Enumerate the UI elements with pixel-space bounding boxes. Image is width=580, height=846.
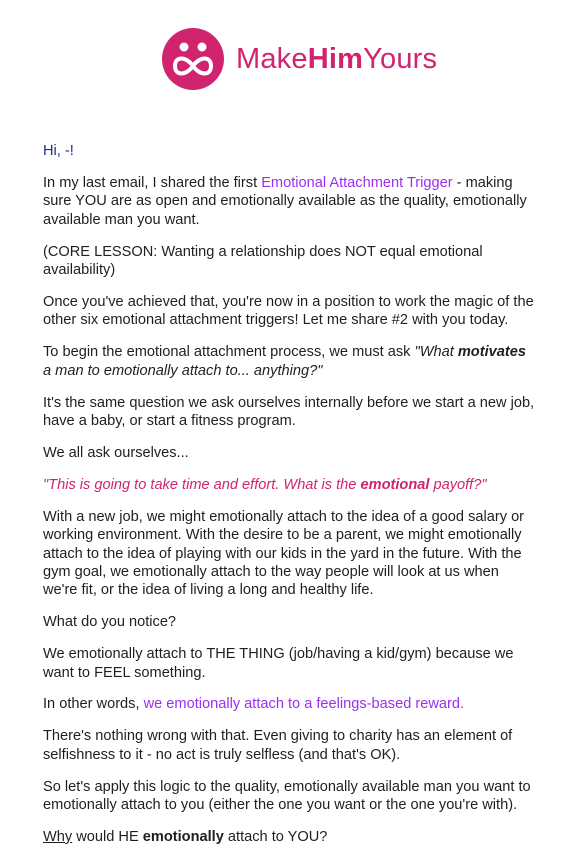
paragraph-the-thing: We emotionally attach to THE THING (job/having a kid/gym) because we want to FEEL something. [43, 646, 514, 681]
greeting: Hi, -! [43, 143, 74, 159]
paragraph-apply-logic: So let's apply this logic to the quality, emotionally available man you want to emotionally attach to you (either the one you want or the one you're with). [43, 778, 531, 814]
paragraph-charity: There's nothing wrong with that. Even giving to charity has an element of selfishness to it - no act is truly selfless (and that's OK). [43, 728, 513, 763]
paragraph-ask-ourselves: We all ask ourselves... [43, 444, 189, 461]
paragraph-other-words: In other words, we emotionally attach to a feelings-based reward. [43, 696, 465, 713]
paragraph-payoff-quote: "This is going to take time and effort. What is the emotional payoff?" [43, 476, 487, 493]
infinity-people-icon [162, 28, 224, 90]
paragraph-examples: With a new job, we might emotionally attach to the idea of a good salary or working environment. With the desire to be a parent, we might emotionally attach to the idea of playing with our kids in the yard in the future. With the gym goal, we emotionally attach to the way people will look at us when we're fit, or the idea of living a long and healthy life. [43, 508, 525, 599]
brand-name: MakeHimYours [236, 42, 438, 75]
paragraph-last-email: In my last email, I shared the first Emotional Attachment Trigger - making sure YOU are as open and emotionally available as the quality, emotionally available man you want. [43, 174, 527, 228]
paragraph-question: To begin the emotional attachment process, we must ask "What motivates a man to emotionally attach to... anything?" [43, 344, 526, 379]
paragraph-why: Why would HE emotionally attach to YOU? [43, 828, 328, 845]
email-body [0, 142, 580, 846]
paragraph-core-lesson: (CORE LESSON: Wanting a relationship does NOT equal emotional availability) [43, 243, 483, 279]
email-header [0, 0, 580, 128]
paragraph-same-question: It's the same question we ask ourselves internally before we start a new job, have a baby, or start a fitness program. [43, 394, 535, 429]
brand-logo[interactable] [162, 28, 437, 90]
paragraph-notice: What do you notice? [43, 614, 177, 631]
paragraph-six-triggers: Once you've achieved that, you're now in a position to work the magic of the other six emotional attachment triggers! Let me share #2 with you today. [43, 293, 534, 329]
emotional-attachment-trigger-link[interactable]: Emotional Attachment Trigger [261, 174, 453, 191]
